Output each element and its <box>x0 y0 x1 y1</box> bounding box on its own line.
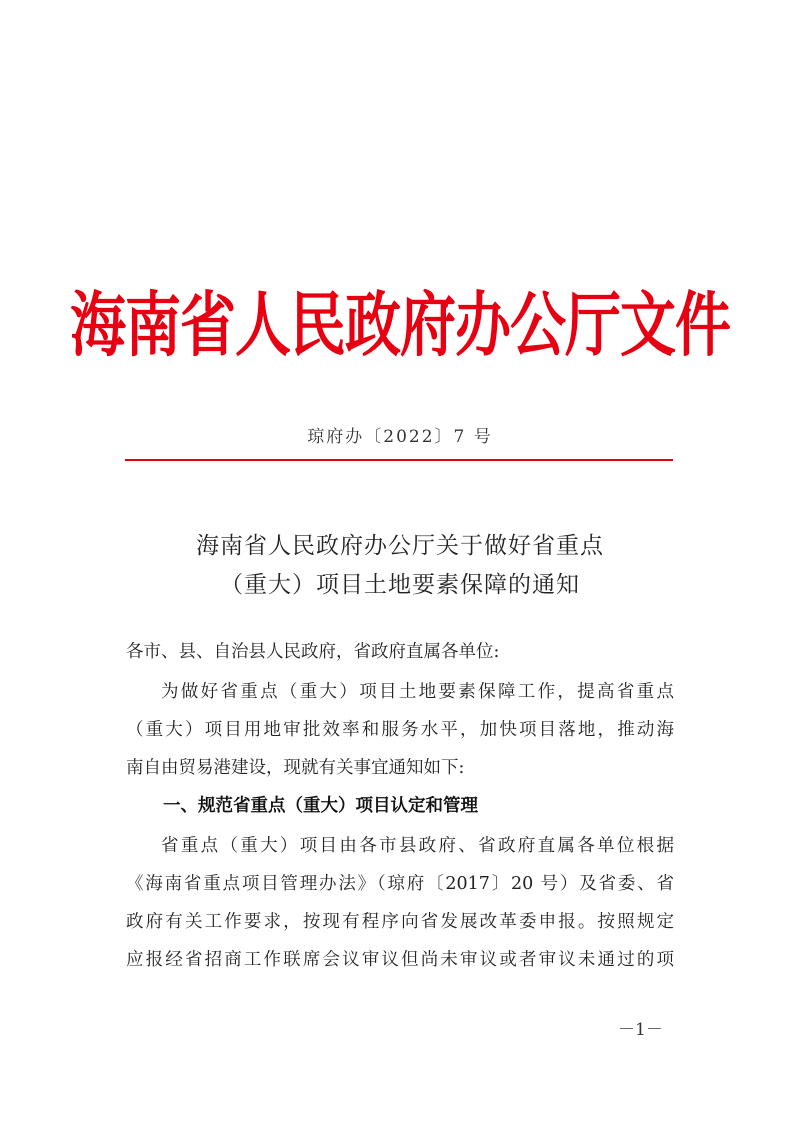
paragraph-1-line-1: 为做好省重点（重大）项目土地要素保障工作，提高省重点 <box>161 682 674 702</box>
paragraph-2-line-2: 《海南省重点项目管理办法》（琼府〔2017〕20 号）及省委、省 <box>126 874 674 894</box>
page-number: －1－ <box>618 1020 663 1040</box>
document-title-line-2: （重大）项目土地要素保障的通知 <box>220 572 580 598</box>
document-masthead: 海南省人民政府办公厅文件 <box>70 285 730 367</box>
red-separator-line <box>125 459 673 461</box>
section-heading-1: 一、规范省重点（重大）项目认定和管理 <box>163 796 478 816</box>
paragraph-2-line-3: 政府有关工作要求，按现有程序向省发展改革委申报。按照规定 <box>126 912 674 932</box>
document-title-line-1: 海南省人民政府办公厅关于做好省重点 <box>196 533 604 559</box>
paragraph-1-line-2: （重大）项目用地审批效率和服务水平，加快项目落地，推动海 <box>126 720 674 740</box>
paragraph-1-line-3: 南自由贸易港建设，现就有关事宜通知如下: <box>126 758 465 778</box>
paragraph-2-line-4: 应报经省招商工作联席会议审议但尚未审议或者审议未通过的项 <box>126 950 674 970</box>
document-number: 琼府办〔2022〕7 号 <box>307 427 493 447</box>
paragraph-2-line-1: 省重点（重大）项目由各市县政府、省政府直属各单位根据 <box>161 836 674 856</box>
addressee-line: 各市、县、自治县人民政府，省政府直属各单位: <box>126 642 500 662</box>
